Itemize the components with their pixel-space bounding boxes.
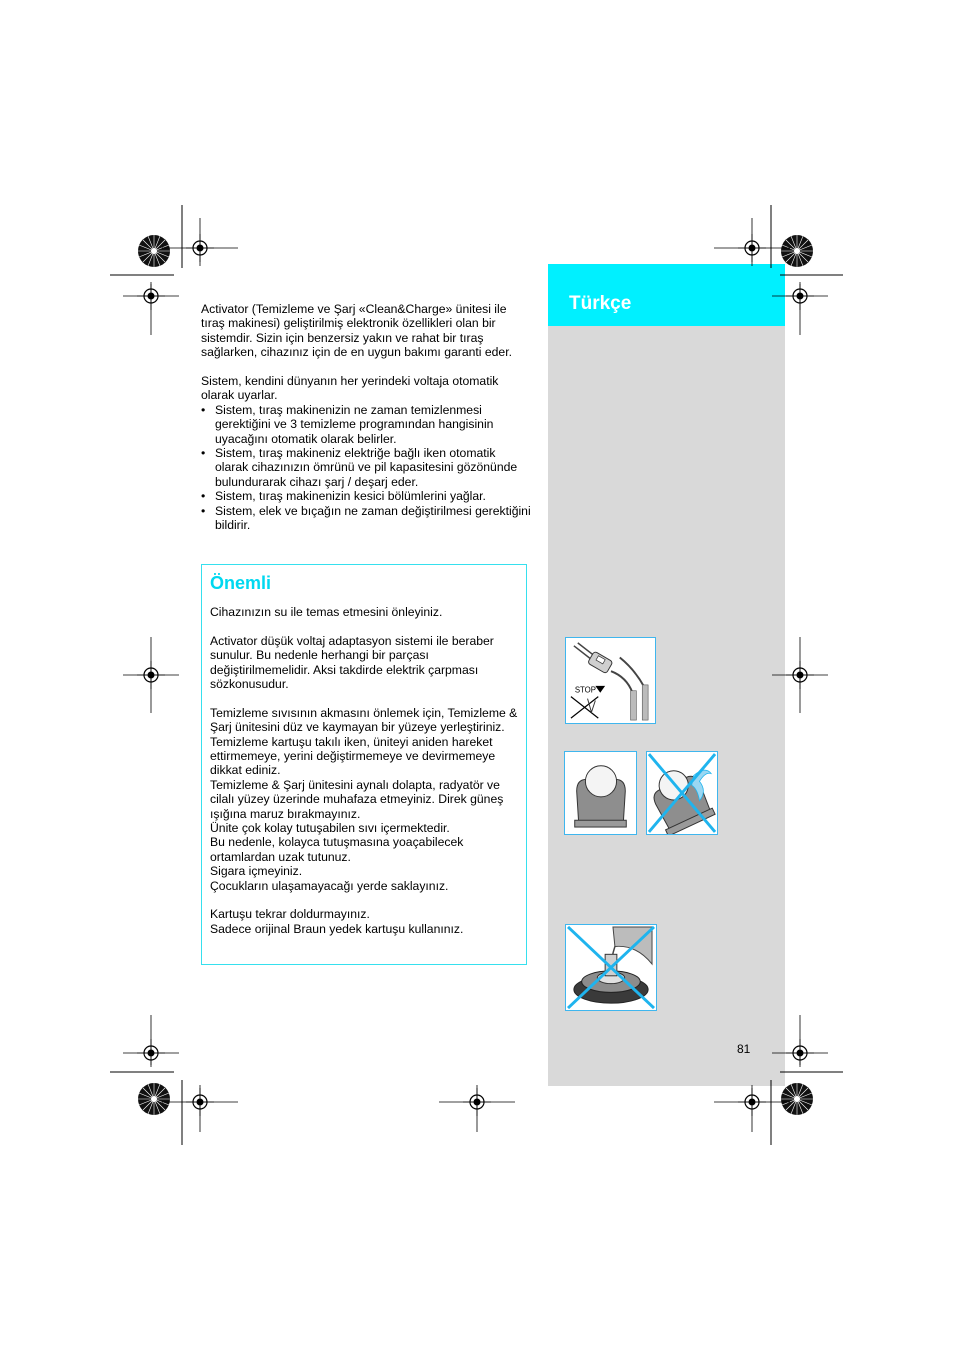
warning-line: Ünite çok kolay tutuşabilen sıvı içermektedir. bbox=[210, 821, 450, 836]
language-title: Türkçe bbox=[569, 293, 632, 314]
list-item: • Sistem, tıraş makinenizin kesici bölümlerini yağlar. bbox=[201, 489, 531, 503]
registration-star-icon bbox=[781, 1083, 813, 1115]
stop-label: STOP bbox=[574, 685, 596, 695]
crop-lines bbox=[110, 205, 843, 1145]
warning-paragraph: Activator düşük voltaj adaptasyon sistemi ile beraber sunulur. Bu nedenle herhangi bir parçası değiştirilmemelidir. Aksi takdirde elektrik çarpması sözkonusudur. bbox=[210, 633, 494, 692]
registration-star-icon bbox=[138, 1083, 170, 1115]
page-number: 81 bbox=[737, 1042, 751, 1056]
warning-line: Kartuşu tekrar doldurmayınız. bbox=[210, 907, 370, 922]
registration-star-icon bbox=[781, 235, 813, 267]
warning-paragraph: Cihazınızın su ile temas etmesini önleyiniz. bbox=[210, 605, 443, 619]
registration-star-icon bbox=[138, 235, 170, 267]
warning-line: Temizleme sıvısının akmasını önlemek için, Temizleme & Şarj ünitesini düz ve kaymayan bir yüzeye yerleştiriniz. bbox=[210, 705, 518, 735]
warning-line: Sadece orijinal Braun yedek kartuşu kullanınız. bbox=[210, 921, 464, 936]
important-title: Önemli bbox=[210, 573, 272, 593]
list-item: • Sistem, tıraş makinenizin ne zaman temizlenmesi gerektiğini ve 3 temizleme programından hangisinin uyacağını otomatik olarak belirler. bbox=[201, 403, 531, 446]
intro-paragraph: Activator (Temizleme ve Şarj «Clean&Charge» ünitesi ile tıraş makinesi) geliştirilmiş elektronik özellikleri olan bir sistemdir. Sizin için benzersiz yakın ve rahat bir tıraş sağlarken, cihazınız için de en uygun bakımı garanti eder. bbox=[201, 302, 512, 360]
list-item: • Sistem, tıraş makineniz elektriğe bağlı iken otomatik olarak cihazınızın ömrünü ve pil kapasitesini gözönünde bulundurarak cihazı şarj / deşarj eder. bbox=[201, 446, 531, 489]
warning-line: Temizleme kartuşu takılı iken, üniteyi aniden hareket ettirmemeye, yerini değiştirmemeye ve devirmemeye dikkat ediniz. bbox=[210, 734, 496, 778]
intro-paragraph: Sistem, kendini dünyanın her yerindeki voltaja otomatik olarak uyarlar. bbox=[201, 374, 499, 403]
warning-line: Bu nedenle, kolayca tutuşmasına yoaçabilecek ortamlardan uzak tutunuz. bbox=[210, 835, 464, 864]
warning-line: Temizleme & Şarj ünitesini aynalı dolapta, radyatör ve cilalı yüzey üzerinde muhafaza etmeyiniz. Direk güneş ışığına maruz bırakmayınız. bbox=[210, 777, 504, 821]
warning-line: Sigara içmeyiniz. bbox=[210, 864, 303, 879]
list-item: • Sistem, elek ve bıçağın ne zaman değiştirilmesi gerektiğini bildirir. bbox=[201, 504, 531, 533]
warning-line: Çocukların ulaşamayacağı yerde saklayınız. bbox=[210, 878, 449, 893]
